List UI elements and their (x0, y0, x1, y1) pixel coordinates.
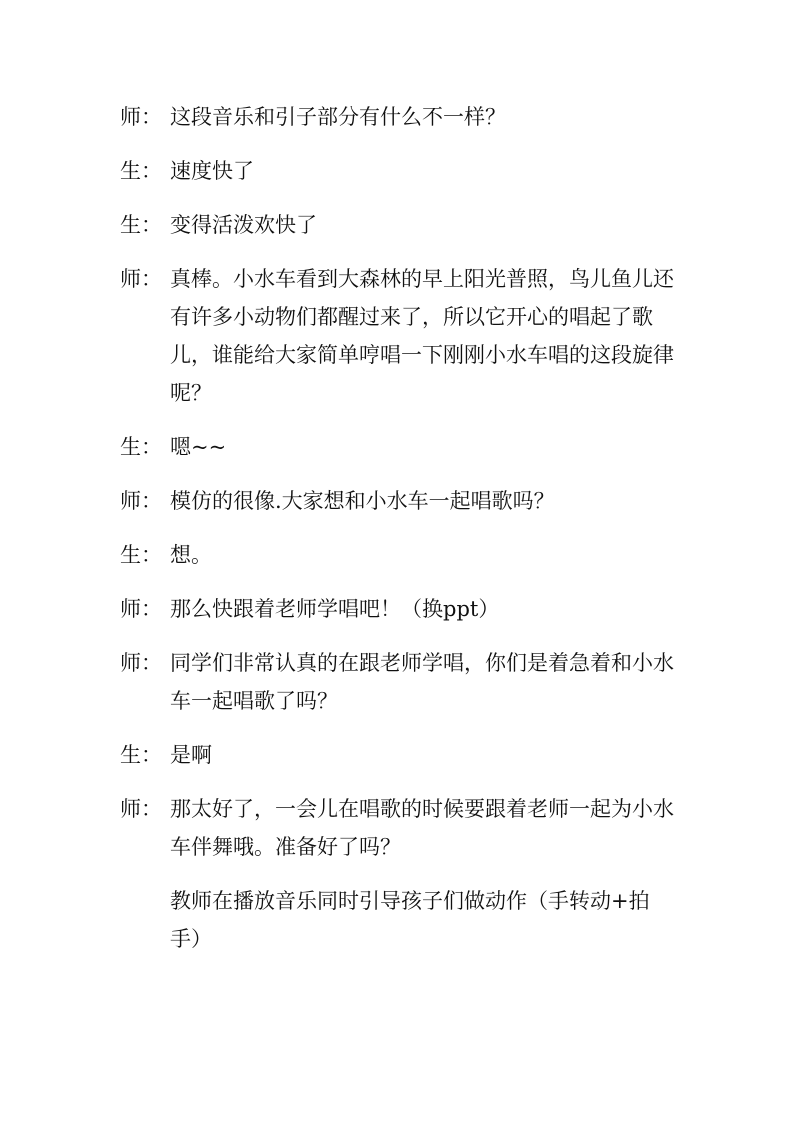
speech-text: 这段音乐和引子部分有什么不一样？ (170, 105, 506, 129)
speaker-label: 师： (120, 597, 162, 621)
dialogue-line (120, 644, 680, 720)
speech-text: 那么快跟着老师学唱吧！（换ppt） (170, 597, 500, 621)
speaker-label: 生： (120, 543, 162, 567)
speech-text: 变得活泼欢快了 (170, 213, 317, 237)
speech-text: 同学们非常认真的在跟老师学唱，你们是着急着和小水车一起唱歌了吗？ (170, 651, 674, 713)
dialogue-line (120, 482, 680, 520)
speech-text: 那太好了，一会儿在唱歌的时候要跟着老师一起为小水车伴舞哦。准备好了吗？ (170, 797, 674, 859)
dialogue-transcript (120, 98, 680, 958)
speaker-label: 生： (120, 435, 162, 459)
speaker-label: 师： (120, 267, 162, 291)
speaker-label: 师： (120, 651, 162, 675)
speech-text: 速度快了 (170, 159, 254, 183)
dialogue-line (120, 790, 680, 866)
dialogue-line (120, 206, 680, 244)
dialogue-line (120, 736, 680, 774)
speaker-label: 生： (120, 743, 162, 767)
dialogue-line (120, 428, 680, 466)
speech-text: 是啊 (170, 743, 212, 767)
speech-text: 模仿的很像.大家想和小水车一起唱歌吗？ (170, 489, 555, 513)
speech-text: 真棒。小水车看到大森林的早上阳光普照，鸟儿鱼儿还有许多小动物们都醒过来了，所以它开心的唱起了歌儿，谁能给大家简单哼唱一下刚刚小水车唱的这段旋律呢？ (170, 267, 674, 405)
speaker-label: 生： (120, 213, 162, 237)
speaker-label: 师： (120, 797, 162, 821)
dialogue-line (120, 536, 680, 574)
speech-text: 嗯~~ (170, 435, 227, 459)
dialogue-line (120, 260, 680, 412)
dialogue-line (120, 98, 680, 136)
speaker-label: 师： (120, 105, 162, 129)
dialogue-line (120, 152, 680, 190)
dialogue-line (120, 590, 680, 628)
teaching-note: 教师在播放音乐同时引导孩子们做动作（手转动+拍手） (170, 889, 650, 951)
speech-text: 想。 (170, 543, 212, 567)
speaker-label: 师： (120, 489, 162, 513)
speaker-label: 生： (120, 159, 162, 183)
